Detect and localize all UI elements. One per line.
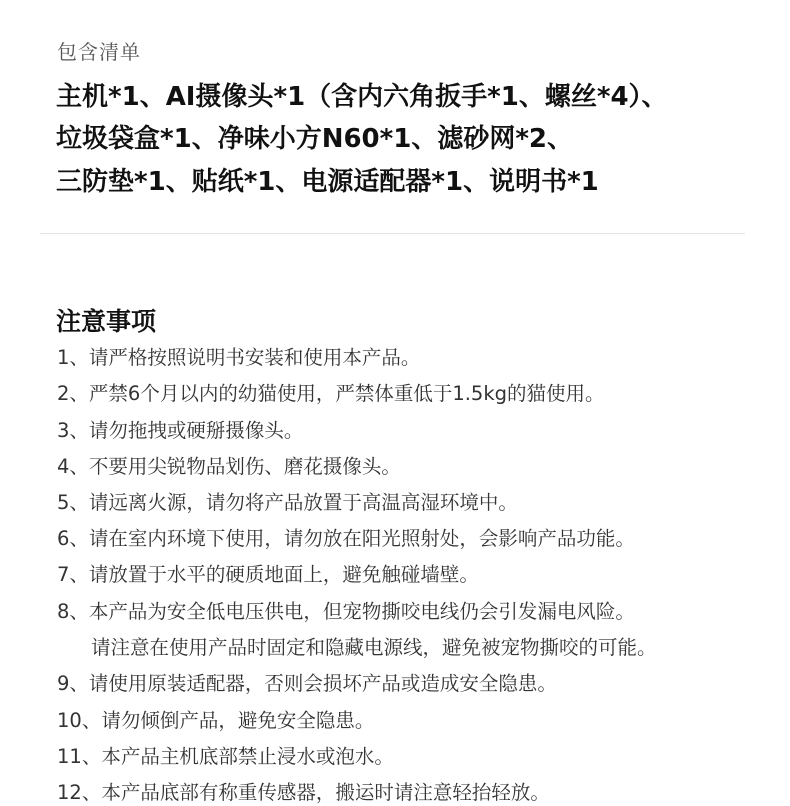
- note-item: 6、请在室内环境下使用，请勿放在阳光照射处，会影响产品功能。: [57, 527, 635, 550]
- package-contents-line: 主机*1、AI摄像头*1（含内六角扳手*1、螺丝*4）、: [56, 82, 668, 112]
- package-contents-line: 垃圾袋盒*1、净味小方N60*1、滤砂网*2、: [56, 124, 574, 154]
- note-item: 4、不要用尖锐物品划伤、磨花摄像头。: [57, 455, 401, 478]
- package-contents-line: 三防垫*1、贴纸*1、电源适配器*1、说明书*1: [56, 167, 599, 197]
- note-item: 3、请勿拖拽或硬掰摄像头。: [57, 419, 304, 442]
- note-item: 8、本产品为安全低电压供电，但宠物撕咬电线仍会引发漏电风险。: [57, 600, 635, 623]
- note-item: 1、请严格按照说明书安装和使用本产品。: [57, 346, 421, 369]
- note-item: 11、本产品主机底部禁止浸水或泡水。: [57, 745, 394, 768]
- note-item: 5、请远离火源，请勿将产品放置于高温高湿环境中。: [57, 491, 518, 514]
- note-item: 7、请放置于水平的硬质地面上，避免触碰墙壁。: [57, 563, 479, 586]
- note-item-continuation: 请注意在使用产品时固定和隐藏电源线，避免被宠物撕咬的可能。: [91, 636, 657, 659]
- section-divider: [40, 233, 745, 234]
- package-contents-label: 包含清单: [57, 40, 141, 64]
- note-item: 9、请使用原装适配器，否则会损坏产品或造成安全隐患。: [57, 672, 557, 695]
- notes-title: 注意事项: [56, 307, 157, 336]
- note-item: 12、本产品底部有称重传感器，搬运时请注意轻抬轻放。: [57, 781, 550, 804]
- note-item: 2、严禁6个月以内的幼猫使用，严禁体重低于1.5kg的猫使用。: [57, 382, 605, 405]
- note-item: 10、请勿倾倒产品，避免安全隐患。: [57, 709, 375, 732]
